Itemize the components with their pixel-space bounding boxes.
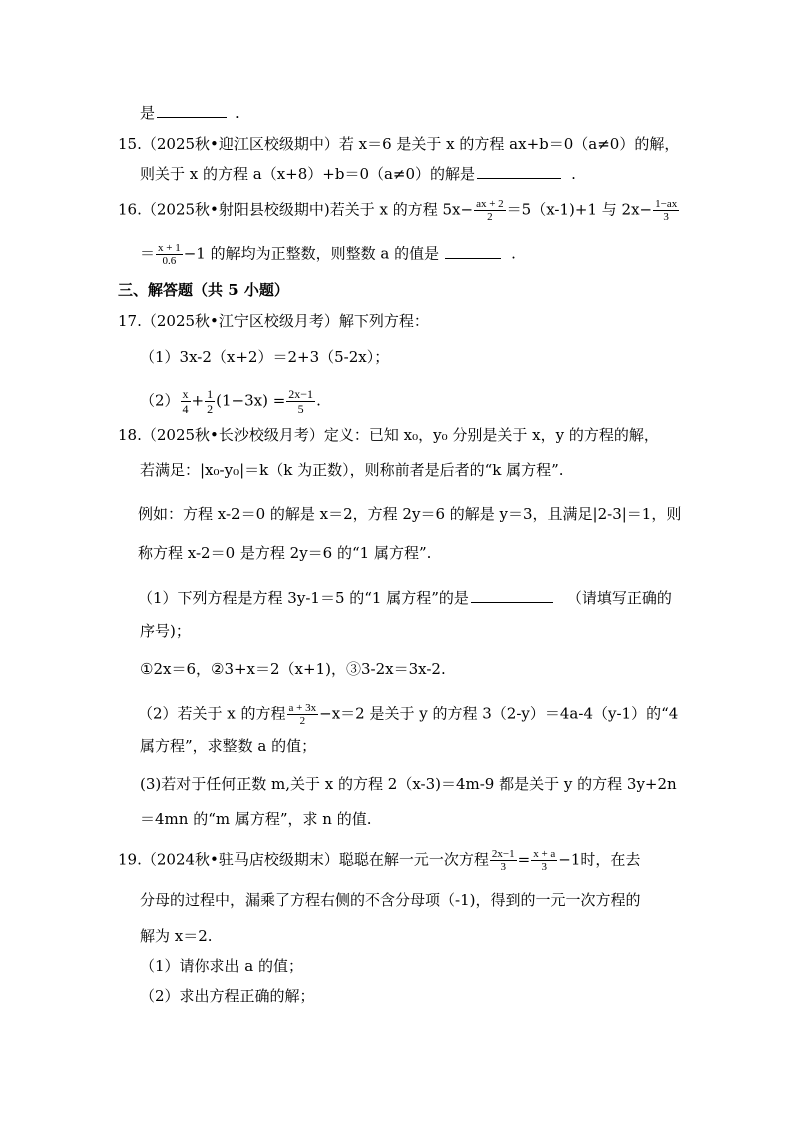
fraction: [474, 198, 506, 223]
fraction: [286, 387, 315, 416]
question-16-text-2: −1 的解均为正整数，则整数 a 的值是: [183, 244, 440, 263]
period: .: [316, 391, 321, 410]
part-2-text: （2）求出方程正确的解；: [140, 987, 315, 1005]
part-3-text-cont: ＝4mn 的“m 属方程”，求 n 的值.: [140, 810, 372, 828]
continuation-line: [140, 103, 240, 123]
question-18-part-2: [138, 702, 678, 727]
question-18-part-3: [140, 774, 677, 794]
numerator: 2x−1: [491, 848, 515, 860]
period: .: [235, 104, 240, 122]
denominator: 2: [207, 402, 214, 416]
equation-1: （1）3x-2（x+2）＝2+3（5-2x）；: [140, 348, 390, 366]
equals: =: [517, 850, 531, 869]
answer-blank[interactable]: [157, 103, 227, 118]
part-2-text: （2）若关于 x 的方程: [138, 704, 286, 723]
question-18-line-2: [140, 460, 564, 480]
equation-mid: (1−3x) =: [216, 391, 286, 410]
fraction: [181, 387, 191, 416]
fraction: [653, 198, 679, 223]
fraction: [490, 848, 517, 873]
numerator: ax + 2: [476, 198, 504, 210]
question-18-example-2: [138, 543, 431, 563]
example-text: 例如：方程 x-2＝0 的解是 x＝2，方程 2y＝6 的解是 y＝3，且满足|2-3|＝1，则: [138, 505, 682, 523]
example-text-2: 称方程 x-2＝0 是方程 2y＝6 的“1 属方程”.: [138, 544, 432, 562]
question-16-line-2: [140, 242, 516, 267]
question-15-line-1: [118, 134, 679, 154]
answer-blank[interactable]: [471, 588, 553, 603]
numerator: a + 3x: [288, 702, 317, 714]
denominator: 2: [487, 211, 493, 223]
part-3-text: (3)若对于任何正数 m,关于 x 的方程 2（x-3)＝4m-9 都是关于 y 的方程 3y+2n: [140, 775, 677, 793]
options-text: ①2x＝6，②3+x＝2（x+1)，③3-2x＝3x-2.: [140, 660, 446, 678]
continuation-text: 是: [140, 104, 156, 122]
question-19-line-2: [140, 890, 640, 910]
question-15-line-2: [140, 164, 576, 184]
question-16-text-mid: ＝5（x-1)+1 与 2x−: [506, 200, 653, 219]
question-18-part-2-cont: [140, 736, 316, 756]
numerator: 1−ax: [655, 198, 678, 210]
question-18-options: [140, 659, 446, 679]
question-18-example-1: [138, 504, 681, 524]
part-1-text: （1）下列方程是方程 3y-1＝5 的“1 属方程”的是: [138, 589, 469, 607]
equals: ＝: [140, 244, 156, 263]
answer-blank[interactable]: [445, 244, 501, 259]
question-18-part-1: [138, 588, 672, 608]
plus: +: [191, 391, 205, 410]
period: .: [571, 165, 576, 183]
question-18-line-1: [118, 425, 659, 445]
denominator: 5: [297, 402, 304, 416]
part-2-text-cont: 属方程”，求整数 a 的值；: [140, 737, 317, 755]
question-19-part-2: [140, 986, 315, 1006]
question-18-text: 18.（2025秋•长沙校级月考）定义：已知 x₀，y₀ 分别是关于 x，y 的方程的解，: [118, 426, 659, 444]
part-1-text: （1）请你求出 a 的值；: [140, 957, 304, 975]
question-19-text-3: 解为 x＝2.: [140, 927, 213, 945]
question-19-text-post: −1时，在去: [558, 850, 641, 869]
fraction: [287, 702, 319, 727]
question-16-line-1: [118, 198, 680, 223]
denominator: 0.6: [162, 255, 177, 267]
question-15-text-2: 则关于 x 的方程 a（x+8）+b＝0（a≠0）的解是: [140, 165, 476, 183]
fraction: [531, 848, 557, 873]
denominator: 3: [663, 211, 669, 223]
numerator: 1: [207, 387, 214, 401]
question-19-part-1: [140, 956, 303, 976]
numerator: x: [182, 387, 189, 401]
question-15-text: 15.（2025秋•迎江区校级期中）若 x＝6 是关于 x 的方程 ax+b＝0（a≠0）的解，: [118, 135, 680, 153]
denominator: 3: [541, 861, 547, 873]
numerator: x + 1: [158, 242, 181, 254]
part-1-hint: （请填写正确的: [566, 589, 672, 607]
question-16-text: 16.（2025秋•射阳县校级期中)若关于 x 的方程 5x−: [118, 200, 474, 219]
question-19-line-3: [140, 926, 213, 946]
question-17-text: 17.（2025秋•江宁区校级月考）解下列方程：: [118, 312, 429, 330]
question-19-text: 19.（2024秋•驻马店校级期末）聪聪在解一元一次方程: [118, 850, 489, 869]
numerator: 2x−1: [288, 387, 314, 401]
question-18-part-3-cont: [140, 809, 372, 829]
question-17-line: [118, 311, 429, 331]
fraction: [205, 387, 215, 416]
part-1-hint-cont: 序号)；: [140, 622, 191, 640]
question-17-part-2: [140, 387, 321, 416]
denominator: 4: [182, 402, 189, 416]
section-heading: [118, 280, 289, 300]
section-title: 三、解答题（共 5 小题）: [118, 281, 289, 299]
question-18-part-1-cont: [140, 621, 191, 641]
numerator: x + a: [533, 848, 556, 860]
part-label: （2）: [140, 391, 180, 410]
part-2-text-post: −x＝2 是关于 y 的方程 3（2-y）＝4a-4（y-1）的“4: [319, 704, 679, 723]
period: .: [511, 244, 516, 263]
question-17-part-1: [140, 347, 389, 367]
denominator: 3: [500, 861, 506, 873]
question-19-text-2: 分母的过程中，漏乘了方程右侧的不含分母项（-1)，得到的一元一次方程的: [140, 891, 641, 909]
answer-blank[interactable]: [477, 164, 561, 179]
question-19-line-1: [118, 848, 640, 873]
fraction: [156, 242, 183, 267]
denominator: 2: [299, 715, 306, 727]
question-18-text-2: 若满足：|x₀-y₀|＝k（k 为正数），则称前者是后者的“k 属方程”.: [140, 461, 564, 479]
